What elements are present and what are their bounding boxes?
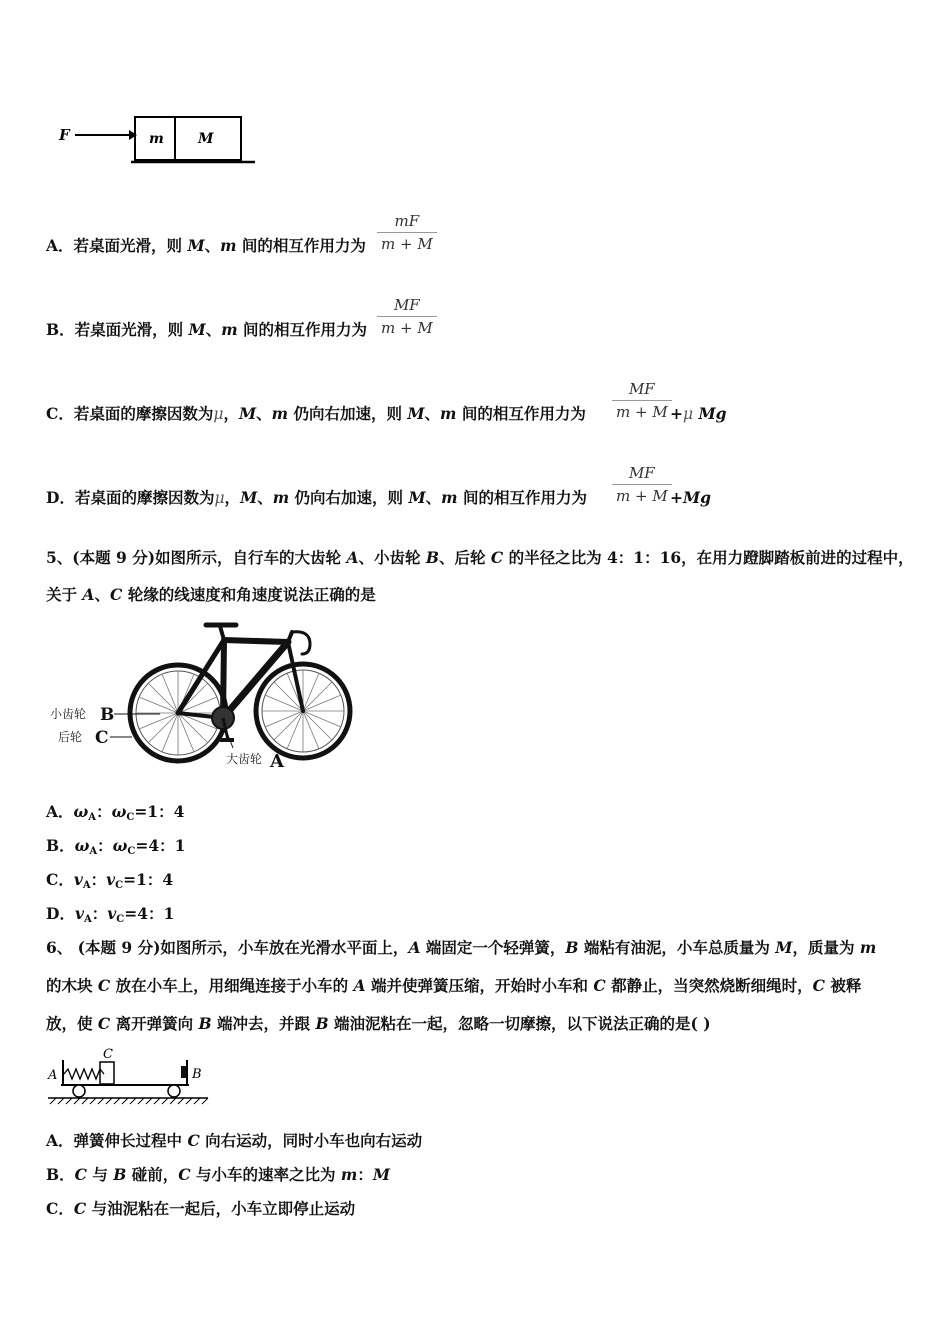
- var: v: [107, 904, 117, 923]
- var: v: [74, 904, 84, 923]
- var-B: B: [565, 938, 579, 957]
- denominator: m + M: [381, 319, 433, 337]
- var-C: C: [178, 1165, 191, 1184]
- var: v: [106, 870, 116, 889]
- numerator: MF: [377, 294, 437, 317]
- big-gear-label: 大齿轮: [226, 752, 263, 766]
- option-text: 若桌面光滑，则: [73, 236, 188, 255]
- option-text: 仍向右加速，则: [289, 488, 409, 507]
- colon: ：: [97, 836, 113, 855]
- var-mu: μ: [214, 489, 225, 507]
- var-mu: μ: [213, 405, 224, 423]
- var-m: m: [340, 1165, 358, 1184]
- denominator: m + M: [381, 235, 433, 253]
- block-figure: [55, 110, 260, 172]
- option-text: 间的相互作用力为: [456, 404, 586, 423]
- var-m: m: [859, 938, 877, 957]
- option-label: C．: [46, 404, 74, 423]
- q4-option-d: [46, 488, 587, 508]
- var: ω: [111, 802, 127, 821]
- option-text: ，: [224, 488, 241, 507]
- var-C: C: [490, 548, 504, 567]
- stem-text: 放，使: [46, 1014, 98, 1033]
- var: ω: [73, 802, 89, 821]
- var-M: M: [240, 488, 258, 507]
- var-B: B: [198, 1014, 212, 1033]
- block-c-label: C: [103, 1047, 113, 1062]
- option-text: 间的相互作用力为: [237, 320, 368, 339]
- var-M: M: [238, 404, 257, 423]
- cart-figure: [46, 1046, 211, 1108]
- var-B: B: [113, 1165, 127, 1184]
- sep: 、: [256, 404, 272, 423]
- stem-text: 5、(本题 9 分)如图所示，自行车的大齿轮: [46, 548, 347, 567]
- stem-text: 端并使弹簧压缩，开始时小车和: [365, 976, 594, 995]
- colon: ：: [91, 904, 108, 923]
- option-label: D．: [46, 488, 75, 507]
- q5-stem-line1: [46, 548, 914, 568]
- option-text: ，: [223, 404, 239, 423]
- q4-c-tail: [670, 404, 726, 424]
- option-label: A．: [46, 1131, 74, 1150]
- q4-d-tail: [670, 488, 711, 508]
- var-Mg: +Mg: [670, 488, 711, 507]
- ratio: =4：1: [135, 836, 186, 855]
- q4-c-fraction: [612, 378, 672, 423]
- var-M: M: [188, 320, 206, 339]
- var-C: C: [97, 1014, 111, 1033]
- rear-wheel-letter: C: [95, 728, 109, 748]
- stem-text: 的半径之比为 4：1：16，在用力蹬脚踏板前进的过程中，: [503, 548, 914, 567]
- var-A: A: [346, 548, 359, 567]
- stem-text: 、小齿轮: [358, 548, 426, 567]
- numerator: MF: [612, 378, 672, 401]
- block-m-label: m: [149, 131, 164, 147]
- var-C: C: [593, 976, 606, 995]
- block-M-label: M: [198, 131, 214, 147]
- big-gear-letter: A: [270, 751, 284, 772]
- option-label: C．: [46, 1199, 74, 1218]
- stem-text: 端冲去，并跟: [211, 1014, 316, 1033]
- var-A: A: [82, 585, 95, 604]
- q4-option-b: [46, 320, 367, 340]
- option-text: 与油泥粘在一起后，小车立即停止运动: [86, 1199, 356, 1218]
- sep: 、: [425, 488, 442, 507]
- colon: ：: [96, 802, 112, 821]
- var-C: C: [109, 585, 123, 604]
- var-C: C: [187, 1131, 200, 1150]
- stem-text: 轮缘的线速度和角速度说法正确的是: [122, 585, 376, 604]
- stem-text: 的木块: [46, 976, 98, 995]
- q5-option-c: [46, 870, 173, 896]
- sep: 、: [205, 320, 222, 339]
- q4-b-fraction: [377, 294, 437, 339]
- cart-end-b-label: B: [192, 1067, 202, 1082]
- option-text: 若桌面的摩擦因数为: [73, 404, 214, 423]
- var: ω: [74, 836, 90, 855]
- numerator: MF: [612, 462, 672, 485]
- q4-a-fraction: [377, 210, 437, 255]
- stem-text: 、后轮: [438, 548, 491, 567]
- var: v: [73, 870, 83, 889]
- option-label: B．: [46, 1165, 75, 1184]
- subscript: C: [116, 914, 125, 925]
- stem-text: 都静止，当突然烧断细绳时，: [605, 976, 813, 995]
- stem-text: 端固定一个轻弹簧，: [420, 938, 566, 957]
- subscript: A: [89, 846, 98, 857]
- q6-option-b: [46, 1165, 390, 1185]
- var-B: B: [315, 1014, 329, 1033]
- colon: ：: [357, 1165, 373, 1184]
- option-text: 间的相互作用力为: [457, 488, 587, 507]
- q5-stem-line2: [46, 585, 376, 605]
- option-text: 若桌面的摩擦因数为: [74, 488, 215, 507]
- subscript: C: [126, 812, 135, 823]
- sep: 、: [204, 236, 221, 255]
- var-C: C: [97, 976, 111, 995]
- option-text: 与: [86, 1165, 114, 1184]
- var-C: C: [73, 1199, 87, 1218]
- option-text: 碰前，: [126, 1165, 179, 1184]
- option-label: A．: [46, 802, 74, 821]
- option-label: B．: [46, 320, 75, 339]
- cart-end-a-label: A: [48, 1068, 58, 1083]
- stem-text: 被释: [824, 976, 862, 995]
- q5-option-d: [46, 904, 174, 930]
- var-M: M: [407, 404, 425, 423]
- force-label: F: [59, 126, 70, 144]
- var-A: A: [353, 976, 366, 995]
- var-C: C: [74, 1165, 87, 1184]
- option-label: C．: [46, 870, 74, 889]
- bicycle-figure: [48, 618, 358, 776]
- var-mu: μ: [683, 405, 694, 423]
- var-M: M: [372, 1165, 390, 1184]
- q6-option-a: [46, 1131, 422, 1151]
- stem-text: 、: [94, 585, 110, 604]
- small-gear-label: 小齿轮: [50, 707, 87, 721]
- q4-d-fraction: [612, 462, 672, 507]
- stem-text: 端粘有油泥，小车总质量为: [578, 938, 776, 957]
- option-label: D．: [46, 904, 75, 923]
- option-text: 若桌面光滑，则: [74, 320, 189, 339]
- q6-option-c: [46, 1199, 355, 1219]
- q6-stem-line2: [46, 976, 861, 996]
- q4-option-c: [46, 404, 586, 424]
- subscript: A: [88, 812, 97, 823]
- plus: +: [670, 404, 683, 423]
- var-Mg: Mg: [698, 404, 727, 423]
- small-gear-letter: B: [100, 705, 115, 725]
- rear-wheel-label: 后轮: [58, 730, 83, 744]
- option-label: A．: [46, 236, 74, 255]
- var-m: m: [272, 488, 290, 507]
- subscript: C: [127, 846, 136, 857]
- var-M: M: [775, 938, 793, 957]
- option-label: B．: [46, 836, 75, 855]
- stem-text: ，质量为: [792, 938, 860, 957]
- subscript: C: [115, 880, 124, 891]
- ratio: =1：4: [134, 802, 185, 821]
- ratio: =1：4: [123, 870, 174, 889]
- var-m: m: [220, 236, 237, 255]
- q6-stem-line1: [46, 938, 876, 958]
- var-C: C: [812, 976, 825, 995]
- var-m: m: [440, 404, 457, 423]
- denominator: m + M: [616, 403, 668, 421]
- var: ω: [112, 836, 128, 855]
- stem-text: 6、 (本题 9 分)如图所示，小车放在光滑水平面上，: [46, 938, 409, 957]
- var-M: M: [408, 488, 426, 507]
- var-B: B: [425, 548, 439, 567]
- q5-option-a: [46, 802, 184, 828]
- option-text: 仍向右加速，则: [288, 404, 408, 423]
- q4-option-a: [46, 236, 366, 256]
- var-m: m: [271, 404, 289, 423]
- sep: 、: [257, 488, 273, 507]
- var-M: M: [187, 236, 205, 255]
- option-text: 间的相互作用力为: [236, 236, 366, 255]
- subscript: A: [82, 880, 91, 891]
- colon: ：: [90, 870, 107, 889]
- stem-text: 关于: [46, 585, 83, 604]
- numerator: mF: [377, 210, 437, 233]
- var-m: m: [441, 488, 458, 507]
- option-text: 弹簧伸长过程中: [73, 1131, 188, 1150]
- var-m: m: [221, 320, 238, 339]
- q5-option-b: [46, 836, 185, 862]
- var-A: A: [408, 938, 421, 957]
- denominator: m + M: [616, 487, 668, 505]
- option-text: 向右运动，同时小车也向右运动: [199, 1131, 423, 1150]
- stem-text: 离开弹簧向: [110, 1014, 199, 1033]
- q6-stem-line3: [46, 1014, 711, 1034]
- sep: 、: [424, 404, 441, 423]
- option-text: 与小车的速率之比为: [190, 1165, 341, 1184]
- stem-text: 放在小车上，用细绳连接于小车的: [110, 976, 354, 995]
- ratio: =4：1: [124, 904, 175, 923]
- stem-text: 端油泥粘在一起，忽略一切摩擦，以下说法正确的是( ): [328, 1014, 711, 1033]
- subscript: A: [83, 914, 92, 925]
